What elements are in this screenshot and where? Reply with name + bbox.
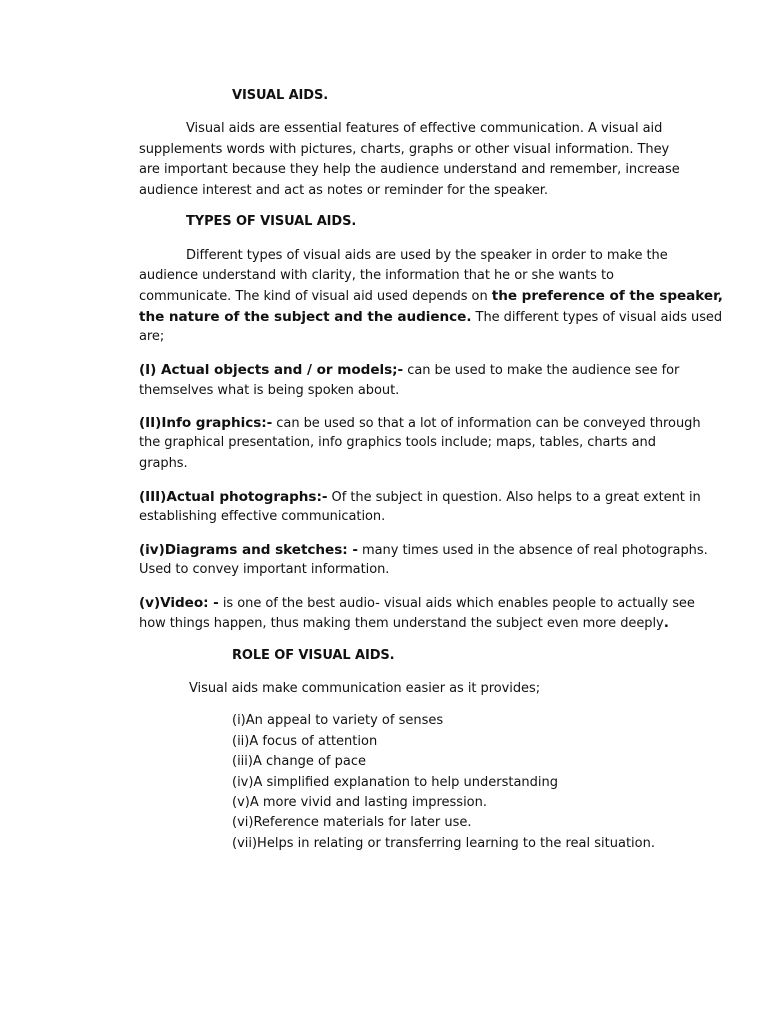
- type-item-photographs: [139, 487, 701, 509]
- role-heading: ROLE OF VISUAL AIDS.: [232, 648, 395, 663]
- type-text-end: .: [663, 615, 669, 631]
- type-label: (I) Actual objects and / or models;-: [139, 362, 404, 378]
- role-list-item: (iv)A simplified explanation to help understanding: [232, 774, 559, 790]
- role-list-item: (i)An appeal to variety of senses: [232, 713, 444, 728]
- type-text: can be used to make the audience see for: [403, 363, 680, 378]
- type-text: how things happen, thus making them understand the subject even more deeply: [139, 616, 664, 631]
- type-text: can be used so that a lot of information can be conveyed through: [272, 415, 701, 431]
- type-item-objects: [139, 360, 679, 382]
- type-item-video: [139, 593, 695, 615]
- type-label: (iv)Diagrams and sketches: -: [139, 541, 358, 558]
- role-list-item: (ii)A focus of attention: [232, 733, 378, 749]
- types-intro-line: Different types of visual aids are used by the speaker in order to make the: [186, 247, 668, 263]
- type-item-photographs-cont: establishing effective communication.: [139, 509, 386, 524]
- type-label: (II)Info graphics:-: [139, 414, 273, 431]
- type-label: (v)Video: -: [139, 594, 219, 611]
- type-item-infographics-cont: the graphical presentation, info graphics tools include; maps, tables, charts and: [139, 435, 656, 450]
- types-intro-line: audience understand with clarity, the information that he or she wants to: [139, 268, 614, 283]
- type-item-infographics-cont: graphs.: [139, 455, 188, 471]
- intro-line: supplements words with pictures, charts, graphs or other visual information. They: [139, 141, 670, 157]
- types-intro-emphasis: the preference of the speaker,: [491, 288, 723, 304]
- type-item-diagrams: [139, 540, 708, 562]
- type-item-objects-cont: themselves what is being spoken about.: [139, 382, 400, 398]
- type-text: Of the subject in question. Also helps to a great extent in: [327, 489, 701, 505]
- type-item-video-cont: [139, 613, 669, 635]
- types-intro-line: [139, 286, 723, 308]
- role-intro: Visual aids make communication easier as it provides;: [189, 680, 541, 696]
- type-item-infographics: [139, 413, 701, 435]
- role-list-item: (vii)Helps in relating or transferring learning to the real situation.: [232, 835, 655, 851]
- type-item-diagrams-cont: Used to convey important information.: [139, 562, 390, 577]
- types-intro-line: are;: [139, 329, 165, 344]
- type-text: many times used in the absence of real photographs.: [357, 542, 708, 558]
- types-heading: TYPES OF VISUAL AIDS.: [186, 214, 357, 229]
- types-intro-line: [139, 307, 722, 329]
- role-list-item: (vi)Reference materials for later use.: [232, 815, 472, 830]
- types-intro-text: The different types of visual aids used: [471, 310, 723, 325]
- types-intro-emphasis: the nature of the subject and the audience.: [139, 309, 472, 325]
- types-intro-text: communicate. The kind of visual aid used depends on: [139, 289, 492, 304]
- role-list-item: (v)A more vivid and lasting impression.: [232, 795, 488, 810]
- role-list-item: (iii)A change of pace: [232, 754, 367, 769]
- intro-line: Visual aids are essential features of effective communication. A visual aid: [186, 121, 663, 136]
- intro-line: are important because they help the audience understand and remember, increase: [139, 162, 680, 177]
- intro-line: audience interest and act as notes or reminder for the speaker.: [139, 182, 548, 198]
- document-title: VISUAL AIDS.: [232, 88, 329, 103]
- type-label: (III)Actual photographs:-: [139, 488, 328, 505]
- type-text: is one of the best audio- visual aids which enables people to actually see: [218, 595, 695, 611]
